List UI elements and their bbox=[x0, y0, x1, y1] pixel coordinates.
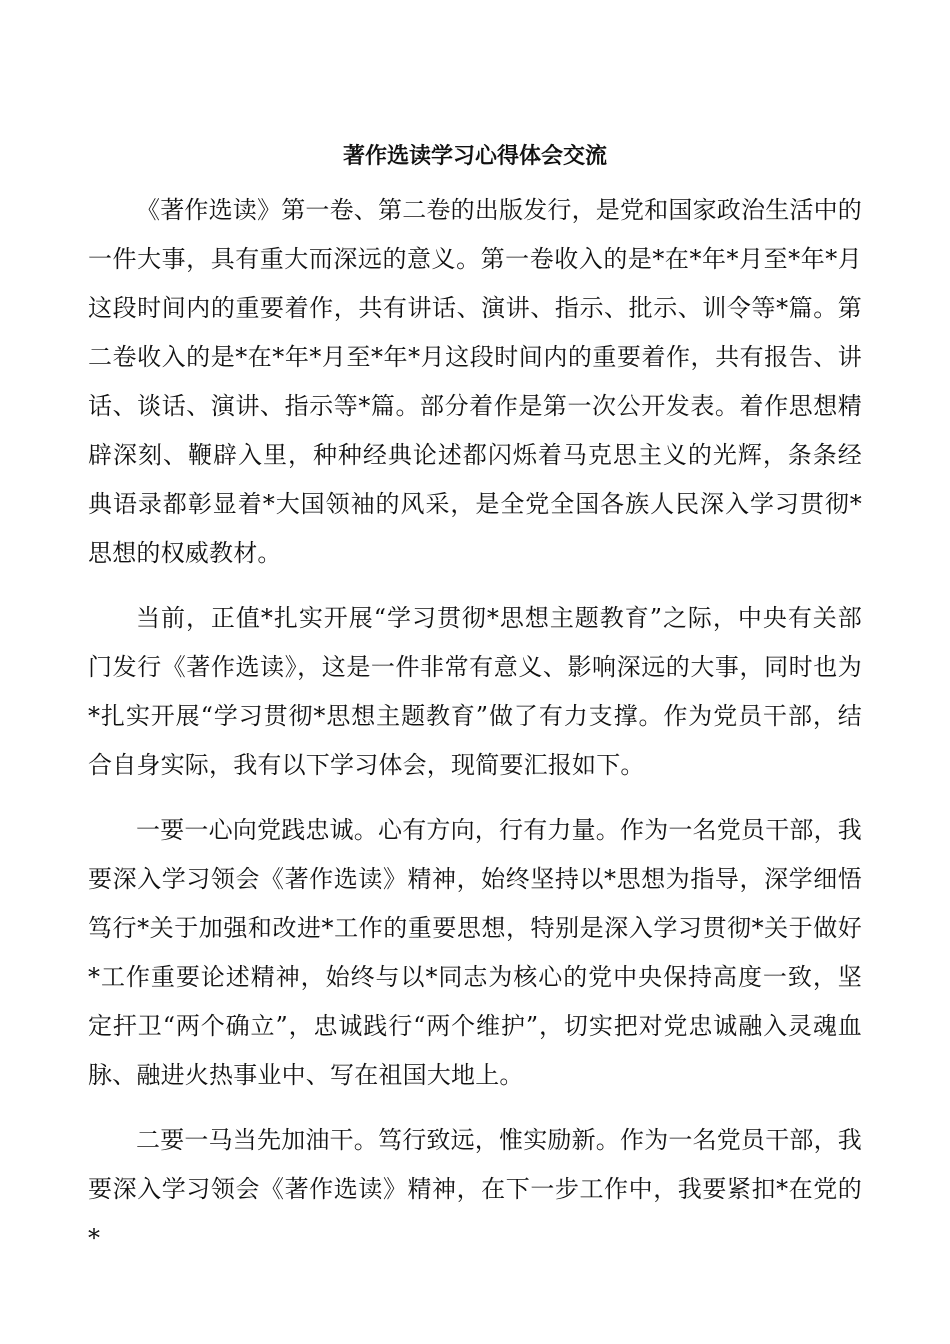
paragraph-4: 二要一马当先加油干。笃行致远，惟实励新。作为一名党员干部，我要深入学习领会《著作选读》精神，在下一步工作中，我要紧扣*在党的* bbox=[88, 1126, 862, 1252]
paragraph-1: 《著作选读》第一卷、第二卷的出版发行，是党和国家政治生活中的一件大事，具有重大而深远的意义。第一卷收入的是*在*年*月至*年*月这段时间内的重要着作，共有讲话、演讲、指示、批示、训令等*篇。第二卷收入的是*在*年*月至*年*月这段时间内的重要着作，共有报告、讲话、谈话、演讲、指示等*篇。部分着作是第一次公开发表。着作思想精辟深刻、鞭辟入里，种种经典论述都闪烁着马克思主义的光辉，条条经典语录都彰显着*大国领袖的风采，是全党全国各族人民深入学习贯彻*思想的权威教材。 bbox=[88, 196, 862, 567]
paragraph-3: 一要一心向党践忠诚。心有方向，行有力量。作为一名党员干部，我要深入学习领会《著作选读》精神，始终坚持以*思想为指导，深学细悟笃行*关于加强和改进*工作的重要思想，特别是深入学习贯彻*关于做好*工作重要论述精神，始终与以*同志为核心的党中央保持高度一致，坚定扞卫“两个确立”，忠诚践行“两个维护”，切实把对党忠诚融入灵魂血脉、融进火热事业中、写在祖国大地上。 bbox=[88, 816, 862, 1089]
document-title: 著作选读学习心得体会交流 bbox=[342, 143, 607, 169]
document-body bbox=[88, 186, 862, 1279]
paragraph-2: 当前，正值*扎实开展“学习贯彻*思想主题教育”之际，中央有关部门发行《著作选读》，这是一件非常有意义、影响深远的大事，同时也为*扎实开展“学习贯彻*思想主题教育”做了有力支撑。作为党员干部，结合自身实际，我有以下学习体会，现简要汇报如下。 bbox=[88, 604, 862, 779]
